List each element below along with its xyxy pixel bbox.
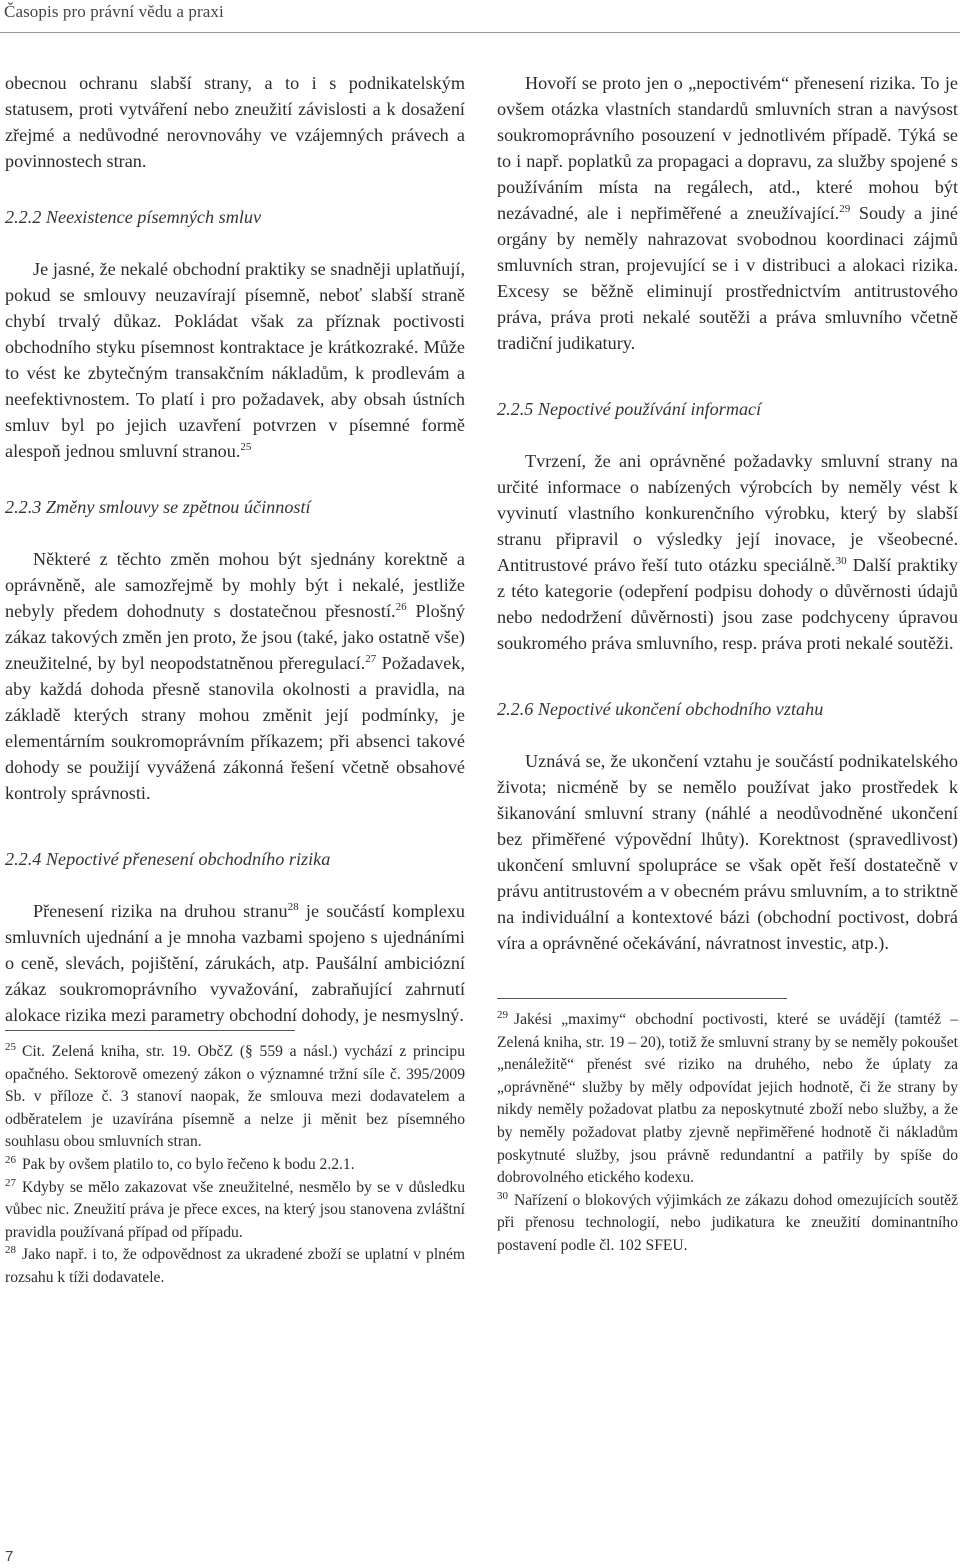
left-column: [5, 70, 465, 1290]
footnote-27: $^{27}$ Kdyby se mělo zakazovat vše zneužitelné, nesmělo by se v důsledku vůbec nic. Zneužití práva je přece exces, na který jsou stanovena zvláštní pravidla používaná případ od případu.: [5, 1176, 465, 1241]
footnote-ref-27[interactable]: 27: [365, 653, 377, 665]
footnote-separator: [5, 1030, 295, 1031]
footnote-separator-right: [497, 998, 787, 999]
footnote-30: $^{30}$ Nařízení o blokových výjimkách ze zákazu dohod omezujících soutěž při přenosu technologií, nebo judikatura ke zneužití dominantního postavení podle čl. 102 SFEU.: [497, 1189, 958, 1254]
footnote-29: $^{29}$ Jakési „maximy“ obchodní poctivosti, které se uvádějí (tamtéž – Zelená kniha, str. 19 – 20), totiž že smluvní strany by se neměly pokoušet „nenáležitě“ přenést své riziko na druhého, nebo že úplaty za „oprávněné“ služby by měly odpovídat jejich hodnotě, či že strany by nikdy neměly požadovat platbu za neposkytnuté zboží nebo služby, a že by neměly požadovat platby zjevně nepřiměřené hodnotě či nákladům poskytnuté služby, jsou právně redundantní a patřily by spíše do dobrovolného etického kodexu.: [497, 1009, 958, 1187]
paragraph-intro: obecnou ochranu slabší strany, a to i s podnikatelským statusem, proti vytváření nebo zneužití závislosti a k dosažení zřejmé a nedůvodné nerovnováhy ve vzájemných právech a povinnostech stran.: [5, 73, 465, 171]
footnote-ref-28[interactable]: 28: [287, 901, 299, 913]
footnote-ref-26[interactable]: 26: [395, 601, 407, 613]
paragraph-2-2-6: Uznává se, že ukončení vztahu je součástí podnikatelského života; nicméně by se nemělo používat jako prostředek k šikanování smluvní strany (náhlé a neodůvodněné ukončení bez přiměřené výpovědní lhůty). Korektnost (spravedlivost) ukončení smluvní spolupráce se však opět řeší dostatečně v právu antitrustovém a v obecném právu smluvním, a to striktně na individuální a kontextové bázi (obchodní poctivost, dobrá víra a oprávněné očekávání, návratnost investic, atp.).: [497, 751, 958, 953]
heading-2-2-3: 2.2.3 Změny smlouvy se zpětnou účinností: [5, 497, 311, 517]
footnote-25: $^{25}$ Cit. Zelená kniha, str. 19. ObčZ (§ 559 a násl.) vychází z principu opačného. Sektorově omezený zákon o významné tržní síle č. 395/2009 Sb. v příloze č. 3 stanoví naopak, že smlouva mezi dodavatelem a odběratelem je uzavírána písemně a nelze ji měnit bez písemného souhlasu obou smluvních stran.: [5, 1041, 465, 1151]
paragraph-2-2-4: Přenesení rizika na druhou stranu$^{28}$ je součástí komplexu smluvních ujednání a je mnoha vazbami spojeno s ujednáními o ceně, slevách, pojištění, zárukách, atp. Paušální ambiciózní zákaz soukromoprávního vyvažování, zabraňující zahrnutí alokace rizika mezi parametry obchodní dohody, je nesmyslný.: [5, 901, 466, 1025]
heading-2-2-4: 2.2.4 Nepoctivé přenesení obchodního rizika: [5, 849, 331, 869]
right-column: [497, 70, 958, 1258]
paragraph-2-2-3: Některé z těchto změn mohou být sjednány korektně a oprávněně, ale samozřejmě by mohly být i nekalé, jestliže nebyly předem dohodnuty s dostatečnou přesností.$^{26}$ Plošný zákaz takových změn jen proto, že jsou (také, jako ostatně vše) zneužitelné, by byl neopodstatněnou přeregulací.$^{27}$ Požadavek, aby každá dohoda přesně stanovila okolnosti a pravidla, na základě kterých strany mohou změnit její podmínky, je elementárním soukromoprávním příkazem; při absenci takové dohody se použijí vyvážená zákonná řešení včetně obsahové kontroly správnosti.: [5, 549, 465, 803]
paragraph-2-2-2: Je jasné, že nekalé obchodní praktiky se snadněji uplatňují, pokud se smlouvy neuzavírají písemně, neboť slabší straně chybí trvalý důkaz. Pokládat však za příznak poctivosti obchodního styku písemnost kontraktace je krátkozraké. Může to vést ke zbytečným transakčním nákladům, k prodlevám a neefektivnostem. To platí i pro požadavek, aby obsah ústních smluv byl po jejich uzavření potvrzen v písemné formě alespoň jednou smluvní stranou.$^{25}$: [5, 259, 465, 461]
right-footnotes: [497, 1009, 958, 1258]
left-footnotes: [5, 1041, 465, 1290]
paragraph-continuation: Hovoří se proto jen o „nepoctivém“ přenesení rizika. To je ovšem otázka vlastních standardů smluvních stran a navýsost soukromoprávního posouzení v jednotlivém případě. Týká se to i např. poplatků za propagaci a dopravu, za služby spojené s používáním místa na regálech, atd., které mohou být nezávadné, ale i nepřiměřené a zneužívající.$^{29}$ Soudy a jiné orgány by neměly nahrazovat svobodnou koordinaci zájmů smluvních stran, projevující se i v distribuci a alokaci rizika. Excesy se běžně eliminují prostřednictvím antitrustového práva, práva proti nekalé soutěži a práva smluvního včetně tradiční judikatury.: [497, 73, 958, 353]
paragraph-2-2-5: Tvrzení, že ani oprávněné požadavky smluvní strany na určité informace o nabízených výrobcích by neměly vést k vyvinutí vlastního konkurenčního výrobku, který by slabší stranu připravil o výsledky její inovace, je všeobecné. Antitrustové právo řeší tuto otázku speciálně.$^{30}$ Další praktiky z této kategorie (odepření podpisu dohody o důvěrnosti údajů nebo nedodržení důvěrnosti) jsou zase podchyceny úpravou soukromého práva smluvního, resp. práva proti nekalé soutěži.: [497, 451, 958, 653]
page-number: 7: [5, 1548, 14, 1565]
running-header: Časopis pro právní vědu a praxi: [4, 2, 224, 21]
heading-2-2-5: 2.2.5 Nepoctivé používání informací: [497, 399, 762, 419]
heading-2-2-6: 2.2.6 Nepoctivé ukončení obchodního vztahu: [497, 699, 824, 719]
footnote-26: $^{26}$ Pak by ovšem platilo to, co bylo řečeno k bodu 2.2.1.: [5, 1153, 355, 1173]
footnote-ref-29[interactable]: 29: [839, 203, 851, 215]
header-rule: [0, 32, 960, 33]
footnote-ref-30[interactable]: 30: [835, 555, 847, 567]
footnote-ref-25[interactable]: 25: [240, 441, 252, 453]
heading-2-2-2: 2.2.2 Neexistence písemných smluv: [5, 207, 262, 227]
footnote-28: $^{28}$ Jako např. i to, že odpovědnost za ukradené zboží se uplatní v plném rozsahu k tíži dodavatele.: [5, 1244, 465, 1286]
